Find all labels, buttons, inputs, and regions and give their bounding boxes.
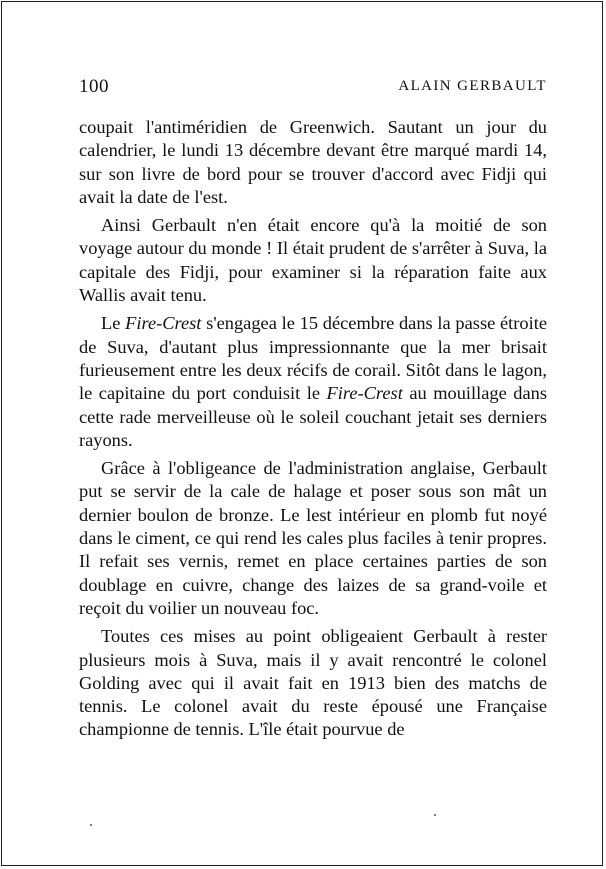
paragraph-3-text-a: Le [101,313,126,334]
body-text [79,116,547,742]
scan-speck [434,814,436,816]
paragraph-5: Toutes ces mises au point obligeaient Gerbault à rester plusieurs mois à Suva, mais il y avait rencontré le colonel Golding avec qui il avait fait en 1913 bien des matchs de tennis. Le colonel avait du reste épousé une Française championne de tennis. L'île était pourvue de [79,626,547,740]
paragraph-1: coupait l'antiméridien de Greenwich. Sautant un jour du calendrier, le lundi 13 décembre devant être marqué mardi 14, sur son livre de bord pour se trouver d'accord avec Fidji qui avait la date de l'est. [79,117,547,207]
boat-name: Fire-Crest [125,313,202,334]
scan-speck [90,824,92,826]
running-head: ALAIN GERBAULT [398,78,547,94]
paragraph-3-text-c: au mouillage dans cette rade merveilleuse où le soleil couchant jetait ses derniers rayons. [79,383,548,450]
page-header [79,76,547,100]
paragraph-2: Ainsi Gerbault n'en était encore qu'à la moitié de son voyage autour du monde ! Il était prudent de s'arrêter à Suva, la capitale des Fidji, pour examiner si la réparation faite aux Wallis avait tenu. [79,215,547,306]
boat-name: Fire-Crest [326,383,403,404]
paragraph-4: Grâce à l'obligeance de l'administration anglaise, Gerbault put se servir de la cale de halage et poser sous son mât un dernier boulon de bronze. Le lest intérieur en plomb fut noyé dans le ciment, ce qui rend les cales plus faciles à tenir propres. Il refait ses vernis, remet en place certaines parties de son doublage en cuivre, change des laizes de sa grand-voile et reçoit du voilier un nouveau foc. [79,458,547,618]
paragraph-3 [79,312,547,452]
page-number: 100 [79,76,109,97]
paragraph-3-text-b: s'engagea le 15 décembre dans la passe étroite de Suva, d'autant plus impressionnante que la mer brisait furieusement entre les deux récifs de corail. Sitôt dans le lagon, le capitaine du port conduisit le [79,313,547,404]
page-frame [1,1,603,866]
